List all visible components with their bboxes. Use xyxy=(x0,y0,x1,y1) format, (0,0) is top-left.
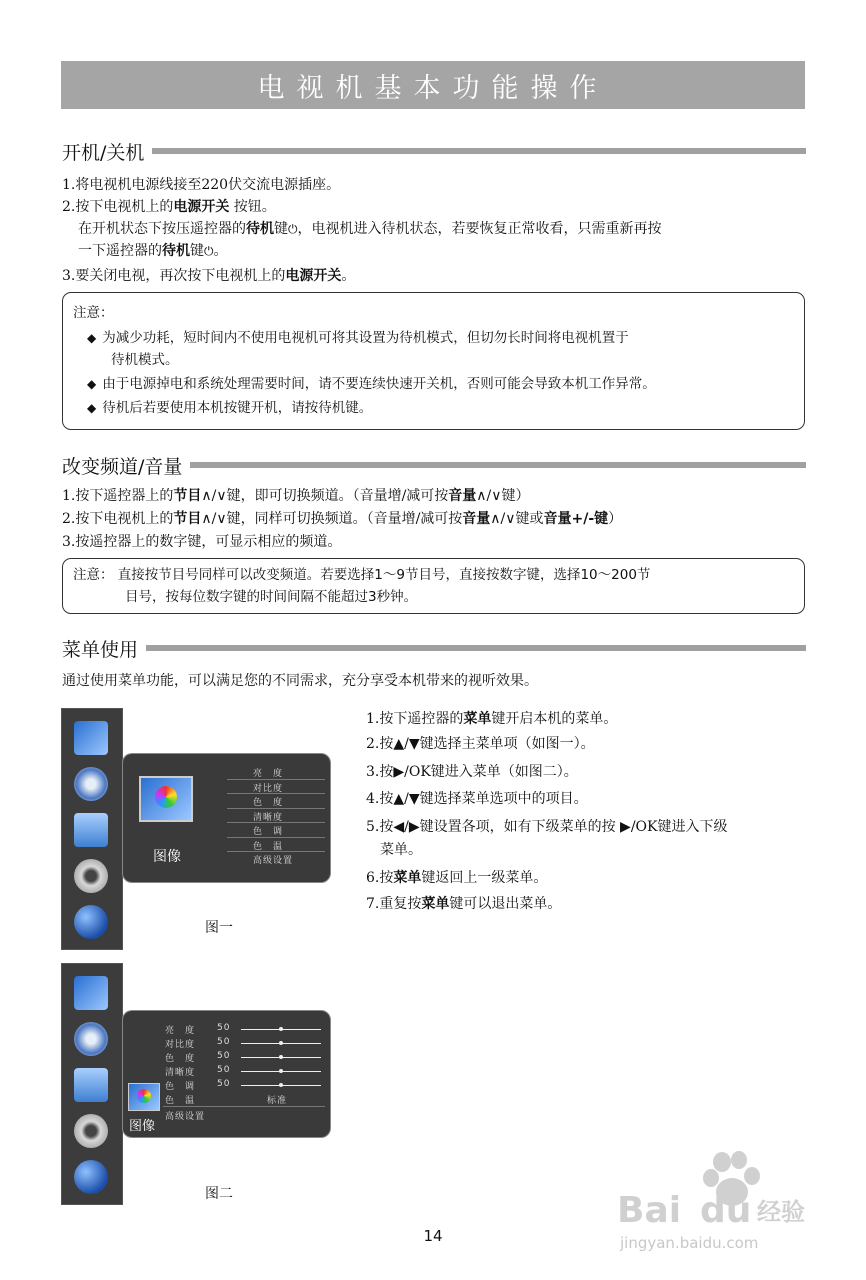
power-line-2: 2.按下电视机上的电源开关 按钮。 xyxy=(62,199,276,215)
channel-line-1: 1.按下遥控器上的节目∧/∨键，即可切换频道。（音量增/减可按音量∧/∨键） xyxy=(62,488,530,504)
channel-menu-icon xyxy=(74,813,108,847)
setting-label: 对比度 xyxy=(165,1040,196,1050)
monitor-icon xyxy=(139,776,193,822)
standby-icon: ⏻ xyxy=(288,222,298,236)
diamond-bullet-icon: ◆ xyxy=(87,331,97,345)
note-item-continued: 待机模式。 xyxy=(111,352,179,368)
svg-text:du: du xyxy=(700,1190,752,1231)
note-box-power xyxy=(62,292,805,430)
note-item: ◆ 待机后若要使用本机按键开机，请按待机键。 xyxy=(87,400,373,416)
settings-gear-icon xyxy=(74,859,108,893)
baidu-jingyan-watermark xyxy=(612,1150,812,1260)
menu-option[interactable]: 色 调 xyxy=(253,827,284,837)
slider-knob[interactable] xyxy=(279,1055,283,1059)
setting-label: 清晰度 xyxy=(165,1068,196,1078)
figure-1-caption: 图一 xyxy=(205,920,233,936)
setting-label-advanced: 高级设置 xyxy=(165,1112,206,1122)
channel-menu-icon xyxy=(74,1068,108,1102)
menu-option[interactable]: 对比度 xyxy=(253,783,284,794)
note-box-channel xyxy=(62,558,805,614)
tv-menu-sidebar xyxy=(61,708,123,950)
sound-menu-icon xyxy=(74,767,108,801)
note-item: ◆ 为减少功耗，短时间内不使用电视机可将其设置为待机模式，但切勿长时间将电视机置于 xyxy=(87,330,629,346)
setting-label: 亮 度 xyxy=(165,1026,196,1036)
section-heading-power: 开机/关机 xyxy=(62,137,806,165)
tv-menu-sidebar xyxy=(61,963,123,1205)
menu-step: 1.按下遥控器的菜单键开启本机的菜单。 xyxy=(366,711,618,727)
power-line-1: 1.将电视机电源线接至220伏交流电源插座。 xyxy=(62,177,341,193)
channel-line-2: 2.按下电视机上的节目∧/∨键，同样可切换频道。（音量增/减可按音量∧/∨键或音量+/-键） xyxy=(62,511,623,527)
section-heading-channel: 改变频道/音量 xyxy=(62,451,806,479)
power-line-4: 一下遥控器的待机键⏻。 xyxy=(78,243,228,259)
menu-option[interactable]: 高级设置 xyxy=(253,856,294,866)
slider-knob[interactable] xyxy=(279,1069,283,1073)
slider-knob[interactable] xyxy=(279,1041,283,1045)
panel-label: 图像 xyxy=(129,1119,156,1134)
tv-menu-panel-fig1 xyxy=(122,753,331,883)
picture-menu-icon xyxy=(74,976,108,1010)
page-title: 电视机基本功能操作 xyxy=(61,61,805,109)
diamond-bullet-icon: ◆ xyxy=(87,377,97,391)
monitor-icon xyxy=(128,1083,160,1111)
heading-rule xyxy=(190,462,806,468)
power-line-5: 3.要关闭电视，再次按下电视机上的电源开关。 xyxy=(62,268,356,284)
slider-knob[interactable] xyxy=(279,1027,283,1031)
menu-step: 5.按◀/▶键设置各项，如有下级菜单的按 ▶/OK键进入下级 xyxy=(366,819,728,835)
page-number: 14 xyxy=(423,1227,443,1245)
standby-icon: ⏻ xyxy=(204,244,214,258)
power-line-3: 在开机状态下按压遥控器的待机键⏻，电视机进入待机状态，若要恢复正常收看，只需重新再按 xyxy=(78,221,662,237)
globe-icon xyxy=(74,1160,108,1194)
menu-step: 菜单。 xyxy=(380,842,422,858)
svg-text:Bai: Bai xyxy=(617,1190,682,1231)
setting-label: 色 度 xyxy=(165,1054,196,1064)
menu-option[interactable]: 清晰度 xyxy=(253,812,284,823)
menu-intro: 通过使用菜单功能，可以满足您的不同需求，充分享受本机带来的视听效果。 xyxy=(62,673,538,689)
setting-value: 50 xyxy=(217,1079,231,1089)
menu-step: 7.重复按菜单键可以退出菜单。 xyxy=(366,896,562,912)
tv-menu-panel-fig2 xyxy=(122,1010,331,1138)
svg-text:经验: 经验 xyxy=(757,1198,805,1226)
menu-step: 2.按▲/▼键选择主菜单项（如图一）。 xyxy=(366,736,595,752)
setting-value: 50 xyxy=(217,1037,231,1047)
figure-2-caption: 图二 xyxy=(205,1186,233,1202)
sound-menu-icon xyxy=(74,1022,108,1056)
menu-step: 4.按▲/▼键选择菜单选项中的项目。 xyxy=(366,791,588,807)
menu-option[interactable]: 色 度 xyxy=(253,798,284,808)
watermark-url: jingyan.baidu.com xyxy=(620,1234,759,1252)
panel-label: 图像 xyxy=(153,849,181,865)
setting-label: 色 调 xyxy=(165,1082,196,1092)
note-item: ◆ 由于电源掉电和系统处理需要时间，请不要连续快速开关机，否则可能会导致本机工作异常。 xyxy=(87,376,656,392)
slider-knob[interactable] xyxy=(279,1083,283,1087)
note-label: 注意： xyxy=(73,305,114,321)
menu-step: 6.按菜单键返回上一级菜单。 xyxy=(366,870,548,886)
setting-value-color-temp: 标准 xyxy=(267,1096,288,1106)
menu-option[interactable]: 色 温 xyxy=(253,841,284,852)
globe-icon xyxy=(74,905,108,939)
note-line: 注意： 直接按节目号同样可以改变频道。若要选择1～9节目号，直接按数字键，选择10～200节 xyxy=(73,567,651,583)
heading-rule xyxy=(152,148,806,154)
section-heading-menu: 菜单使用 xyxy=(62,634,806,662)
channel-line-3: 3.按遥控器上的数字键，可显示相应的频道。 xyxy=(62,534,342,550)
settings-gear-icon xyxy=(74,1114,108,1148)
diamond-bullet-icon: ◆ xyxy=(87,401,97,415)
setting-value: 50 xyxy=(217,1051,231,1061)
menu-option[interactable]: 亮 度 xyxy=(253,769,284,779)
setting-label-color-temp: 色 温 xyxy=(165,1096,196,1106)
heading-rule xyxy=(146,645,806,651)
setting-value: 50 xyxy=(217,1065,231,1075)
note-line-continued: 目号，按每位数字键的时间间隔不能超过3秒钟。 xyxy=(125,589,418,605)
menu-step: 3.按▶/OK键进入菜单（如图二）。 xyxy=(366,764,578,780)
setting-value: 50 xyxy=(217,1023,231,1033)
picture-menu-icon xyxy=(74,721,108,755)
